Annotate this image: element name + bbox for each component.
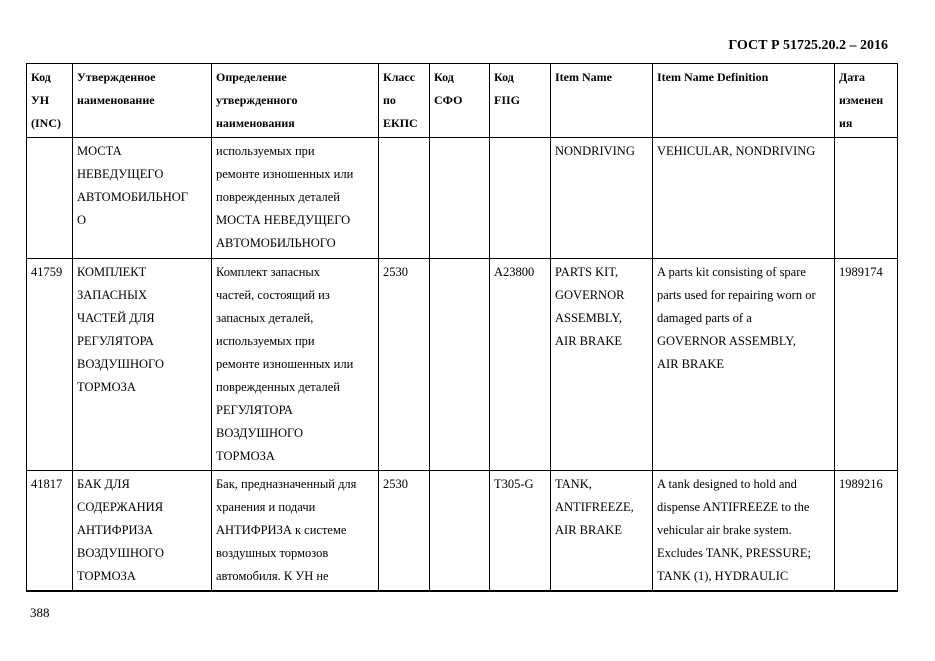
inc-table (26, 63, 898, 592)
table-row (27, 138, 898, 259)
cell-change-date: 1989216 (835, 471, 898, 592)
cell-item-name-definition: VEHICULAR, NONDRIVING (653, 138, 835, 259)
header-inc-code: Код УН (INC) (27, 64, 73, 138)
cell-fiig-code: T305-G (490, 471, 551, 592)
header-item-name: Item Name (551, 64, 653, 138)
cell-inc-code: 41817 (27, 471, 73, 592)
header-approved-name: Утвержденное наименование (73, 64, 212, 138)
cell-sfo-code (430, 138, 490, 259)
cell-ekps-class: 2530 (379, 471, 430, 592)
cell-item-name-definition: A tank designed to hold and dispense ANTIFREEZE to the vehicular air brake system. Excludes TANK, PRESSURE; TANK (1), HYDRAULIC (653, 471, 835, 592)
cell-item-name: TANK, ANTIFREEZE, AIR BRAKE (551, 471, 653, 592)
header-definition: Определение утвержденного наименования (212, 64, 379, 138)
table-header-row (27, 64, 898, 138)
cell-inc-code: 41759 (27, 259, 73, 471)
cell-inc-code (27, 138, 73, 259)
cell-item-name: NONDRIVING (551, 138, 653, 259)
cell-fiig-code (490, 138, 551, 259)
header-ekps-class: Класс по ЕКПС (379, 64, 430, 138)
cell-ekps-class: 2530 (379, 259, 430, 471)
cell-sfo-code (430, 259, 490, 471)
cell-ekps-class (379, 138, 430, 259)
cell-sfo-code (430, 471, 490, 592)
cell-approved-name: КОМПЛЕКТ ЗАПАСНЫХ ЧАСТЕЙ ДЛЯ РЕГУЛЯТОРА ВОЗДУШНОГО ТОРМОЗА (73, 259, 212, 471)
cell-definition: Бак, предназначенный для хранения и подачи АНТИФРИЗА к системе воздушных тормозов автомобиля. К УН не (212, 471, 379, 592)
cell-approved-name: БАК ДЛЯ СОДЕРЖАНИЯ АНТИФРИЗА ВОЗДУШНОГО ТОРМОЗА (73, 471, 212, 592)
cell-fiig-code: A23800 (490, 259, 551, 471)
cell-item-name-definition: A parts kit consisting of spare parts used for repairing worn or damaged parts of a GOVERNOR ASSEMBLY, AIR BRAKE (653, 259, 835, 471)
cell-change-date (835, 138, 898, 259)
header-change-date: Дата изменен ия (835, 64, 898, 138)
cell-definition: Комплект запасных частей, состоящий из запасных деталей, используемых при ремонте изношенных или поврежденных деталей РЕГУЛЯТОРА ВОЗДУШНОГО ТОРМОЗА (212, 259, 379, 471)
header-sfo-code: Код СФО (430, 64, 490, 138)
header-item-name-definition: Item Name Definition (653, 64, 835, 138)
cell-change-date: 1989174 (835, 259, 898, 471)
page-number: 388 (30, 605, 50, 620)
table-row (27, 471, 898, 592)
cell-item-name: PARTS KIT, GOVERNOR ASSEMBLY, AIR BRAKE (551, 259, 653, 471)
cell-definition: используемых при ремонте изношенных или поврежденных деталей МОСТА НЕВЕДУЩЕГО АВТОМОБИЛЬНОГО (212, 138, 379, 259)
cell-approved-name: МОСТА НЕВЕДУЩЕГО АВТОМОБИЛЬНОГ О (73, 138, 212, 259)
document-code: ГОСТ Р 51725.20.2 – 2016 (728, 38, 888, 53)
table-row (27, 259, 898, 471)
header-fiig-code: Код FIIG (490, 64, 551, 138)
